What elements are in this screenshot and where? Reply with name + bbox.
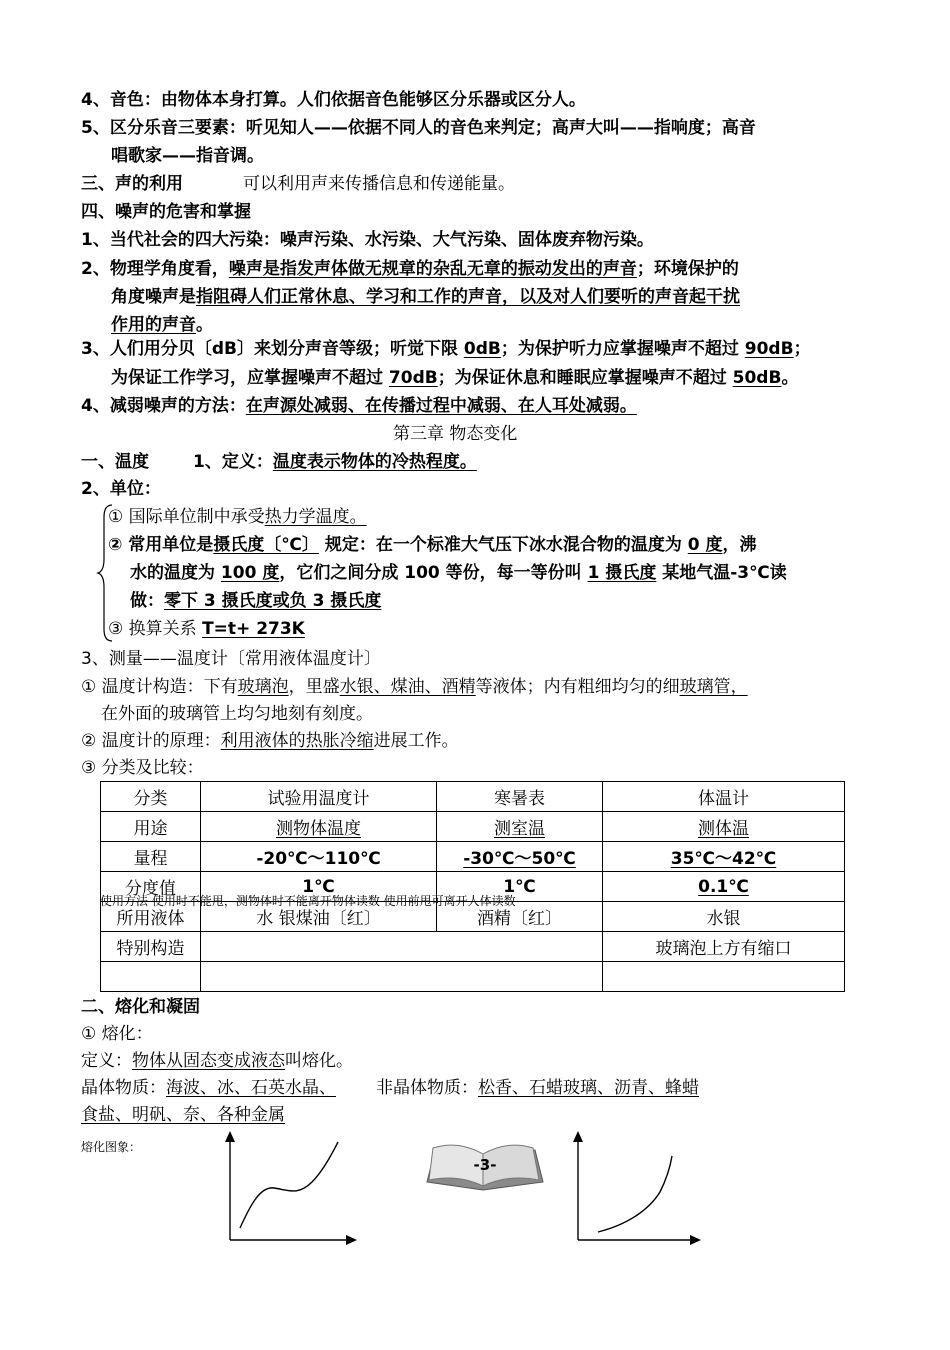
- table-cell: 1℃: [201, 872, 437, 902]
- table-cell: [201, 932, 437, 962]
- table-cell: 酒精〔红〕: [437, 902, 603, 932]
- page-number: -3-: [473, 1156, 497, 1174]
- table-row: [101, 842, 845, 872]
- table-cell: -20℃～110℃: [201, 842, 437, 872]
- table-cell: 试验用温度计: [201, 782, 437, 812]
- line-conversion: ③ 换算关系 T=t+ 273K: [108, 619, 305, 639]
- book-icon: [423, 1142, 547, 1198]
- table-cell: 寒暑表: [437, 782, 603, 812]
- table-cell: [437, 932, 603, 962]
- line-crystal-2: 食盐、明矾、奈、各种金属: [81, 1105, 285, 1125]
- line-decibel: 3、人们用分贝〔dB〕来划分声音等级；听觉下限 0dB；为保护听力应掌握噪声不超过 90dB；: [81, 339, 811, 359]
- line-noise-def-2: 角度噪声是指阻碍人们正常休息、学习和工作的声音，以及对人们要听的声音起干扰: [111, 287, 740, 307]
- line-noise-def-3: 作用的声音。: [111, 315, 213, 335]
- heading-noise: 四、噪声的危害和掌握: [81, 202, 251, 222]
- table-row: [101, 962, 845, 992]
- table-cell: 玻璃泡上方有缩口: [603, 932, 845, 962]
- table-cell: [101, 962, 201, 992]
- line-timbre: 4、音色：由物体本身打算。人们依据音色能够区分乐器或区分人。: [81, 90, 586, 110]
- line-celsius: ② 常用单位是摄氏度〔℃〕 规定：在一个标准大气压下冰水混合物的温度为 0 度，沸: [108, 535, 757, 555]
- table-cell: 特别构造: [101, 932, 201, 962]
- line-structure: ① 温度计构造：下有玻璃泡，里盛水银、煤油、酒精等液体；内有粗细均匀的细玻璃管，: [81, 677, 748, 697]
- line-classification: ③ 分类及比较：: [81, 758, 204, 778]
- line-celsius-2: 水的温度为 100 度，它们之间分成 100 等份，每一等份叫 1 摄氏度 某地气温-3℃读: [130, 563, 787, 583]
- label-melting-graph: 熔化图象：: [81, 1140, 142, 1154]
- line-principle: ② 温度计的原理：利用液体的热胀冷缩进展工作。: [81, 731, 459, 751]
- line-pollution: 1、当代社会的四大污染：噪声污染、水污染、大气污染、固体废弃物污染。: [81, 230, 654, 250]
- line-structure-2: 在外面的玻璃管上均匀地刻有刻度。: [101, 704, 373, 724]
- chapter-title: 第三章 物态变化: [393, 424, 518, 444]
- line-noise-def: 2、物理学角度看，噪声是指发声体做无规章的杂乱无章的振动发出的声音；环境保护的: [81, 259, 739, 279]
- line-measure: 3、测量——温度计〔常用液体温度计〕: [81, 649, 381, 669]
- table-cell: -30℃～50℃: [437, 842, 603, 872]
- table-row: [101, 812, 845, 842]
- line-celsius-3: 做：零下 3 摄氏度或负 3 摄氏度: [130, 591, 382, 611]
- heading-temperature: 一、温度 1、定义：温度表示物体的冷热程度。: [81, 452, 477, 472]
- usage-overlay-text: 使用方法 使用时不能甩，测物体时不能离开物体读数 使用前甩可离开人体读数: [100, 894, 516, 908]
- table-cell: 水银: [603, 902, 845, 932]
- line-melting: ① 熔化：: [81, 1024, 153, 1044]
- line-three-elements: 5、区分乐音三要素：听见知人——依据不同人的音色来判定；高声大叫——指响度；高音: [81, 118, 756, 138]
- line-crystal: 晶体物质：海波、冰、石英水晶、 非晶体物质：松香、石蜡玻璃、沥青、蜂蜡: [81, 1078, 699, 1098]
- line-three-elements-cont: 唱歌家——指音调。: [111, 146, 264, 166]
- table-cell: 量程: [101, 842, 201, 872]
- table-cell: 体温计: [603, 782, 845, 812]
- heading-melting: 二、熔化和凝固: [81, 997, 200, 1017]
- table-row: [101, 932, 845, 962]
- table-cell: 0.1℃: [603, 872, 845, 902]
- table-cell: 35℃～42℃: [603, 842, 845, 872]
- table-cell: [201, 962, 603, 992]
- table-cell: 分类: [101, 782, 201, 812]
- table-cell: 1℃: [437, 872, 603, 902]
- table-cell: [603, 962, 845, 992]
- crystal-melting-graph: [222, 1128, 372, 1248]
- line-decibel-2: 为保证工作学习，应掌握噪声不超过 70dB；为保证休息和睡眠应掌握噪声不超过 50dB。: [111, 368, 799, 388]
- table-cell: 分度值: [101, 872, 201, 902]
- table-cell: 用途: [101, 812, 201, 842]
- table-cell: 测室温: [437, 812, 603, 842]
- amorphous-melting-graph: [570, 1128, 710, 1248]
- table-cell: 测体温: [603, 812, 845, 842]
- thermometer-table: [100, 781, 845, 992]
- table-row: [101, 782, 845, 812]
- line-si-unit: ① 国际单位制中承受热力学温度。: [108, 507, 367, 527]
- table-cell: 水 银煤油〔红〕: [201, 902, 437, 932]
- table-cell: 测物体温度: [201, 812, 437, 842]
- line-melting-def: 定义：物体从固态变成液态叫熔化。: [81, 1051, 353, 1071]
- line-unit: 2、单位：: [81, 479, 161, 499]
- line-reduce-noise: 4、减弱噪声的方法：在声源处减弱、在传播过程中减弱、在人耳处减弱。: [81, 396, 637, 416]
- table-cell: 所用液体: [101, 902, 201, 932]
- heading-sound-use: 三、声的利用 可以利用声来传播信息和传递能量。: [81, 174, 515, 194]
